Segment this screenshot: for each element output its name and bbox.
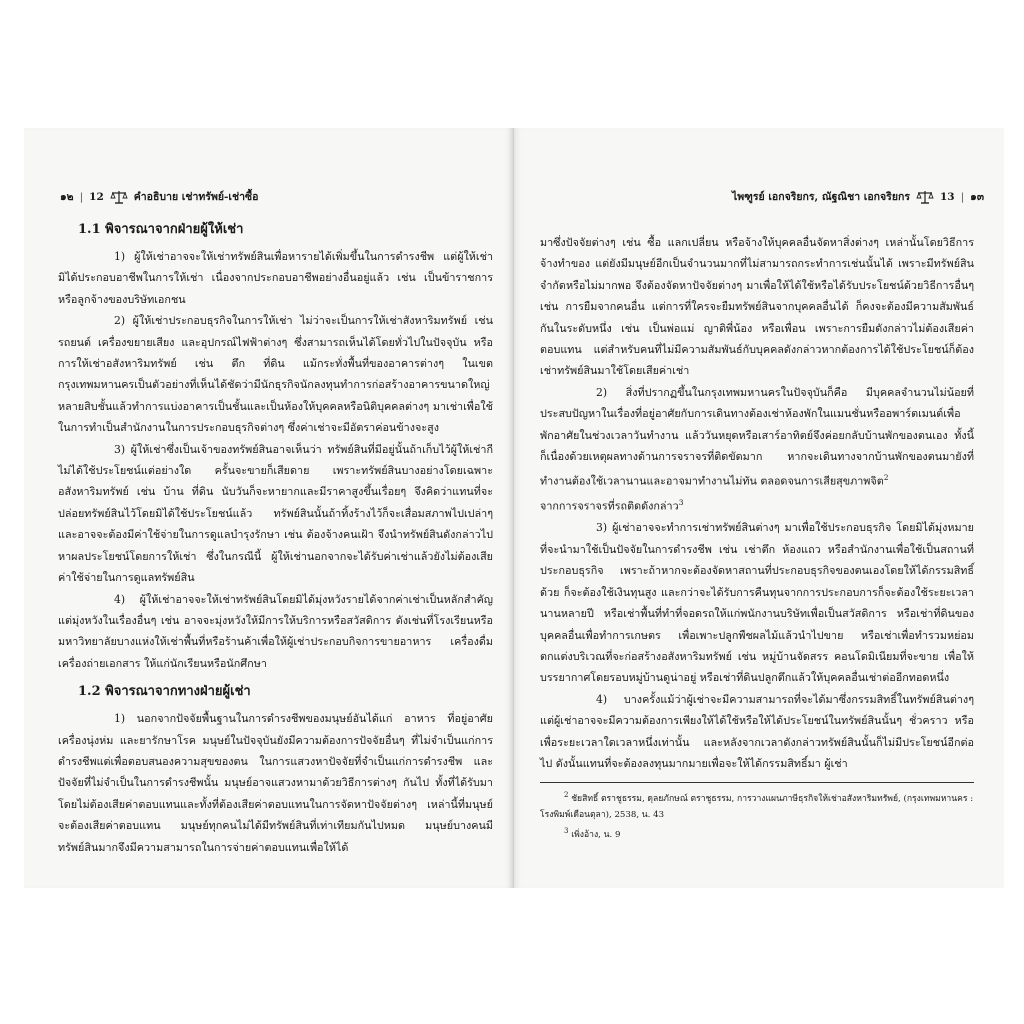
footnote-number: 2 xyxy=(564,791,569,799)
header-separator: | xyxy=(79,190,84,203)
page-number: 13 xyxy=(939,190,955,203)
footnote-mark: 2 xyxy=(883,473,889,483)
page-number-thai: ๑๒ xyxy=(60,191,74,203)
left-page-header xyxy=(60,188,258,205)
footnotes xyxy=(540,782,974,843)
header-separator: | xyxy=(960,190,965,203)
paragraph: 3) ผู้เช่าอาจจะทำการเช่าทรัพย์สินต่างๆ มาเพื่อใช้ประกอบธุรกิจ โดยมิได้มุ่งหมายที่จะนำมาใช้เป็นปัจจัยในการดำรงชีพ เช่น เช่าตึก ห้องแถว หรือสำนักงานเพื่อใช้เป็นสถานที่ประกอบธุรกิจ เพราะถ้าหากจะต้องจัดหาสถานที่ประกอบธุรกิจของตนเองโดยให้ได้กรรมสิทธิ์ด้วย ก็จะต้องใช้เงินทุนสูง และกว่าจะได้รับการคืนทุนจากการประกอบการก็จะต้องใช้ระยะเวลานานหลายปี หรือเช่าพื้นที่ทำที่จอดรถให้แก่พนักงานบริษัทเพื่อเป็นสวัสดิการ หรือเช่าที่ดินของบุคคลอื่นเพื่อทำการเกษตร เพื่อเพาะปลูกพืชผลไม้แล้วนำไปขาย หรือเช่าเพื่อทำรวมหย่อมตกแต่งบริเวณที่จะก่อสร้างอสังหาริมทรัพย์ เช่น หมู่บ้านจัดสรร คอนโดมิเนียมที่จะขาย เพื่อให้บรรยากาศโดยรอบหมู่บ้านดูน่าอยู่ หรือเช่าที่ดินปลูกตึกแล้วให้บุคคลอื่นเช่าต่ออีกทอดหนึ่ง xyxy=(540,521,974,685)
authors: ไพฑูรย์ เอกจริยกร, ณัฐณิชา เอกจริยกร xyxy=(731,191,910,203)
scales-of-justice-icon xyxy=(110,190,128,204)
right-page xyxy=(514,128,1004,888)
paragraph xyxy=(540,382,974,493)
footnote-number: 3 xyxy=(564,826,569,835)
paragraph-text: 2) สิ่งที่ปรากฏขึ้นในกรุงเทพมหานครในปัจจุบันก็คือ มีบุคคลจำนวนไม่น้อยที่ประสบปัญหาในเรื่องที่อยู่อาศัยกับการเดินทางต้องเช่าห้องพักในแมนชั่นหรืออพาร์ตเมนต์เพื่อพักอาศัยในช่วงเวลาวันทำงาน แล้ววันหยุดหรือเสาร์อาทิตย์จึงค่อยกลับบ้านพักของตนเอง ทั้งนี้ก็เนื่องด้วยเหตุผลทางด้านการจราจรที่ติดขัดมาก หากจะเดินทางจากบ้านพักของตนมายังที่ทำงานต้องใช้เวลานานและอาจมาทำงานไม่ทัน ตลอดจนการเสียสุขภาพจิต xyxy=(540,385,974,489)
footnote-text: ชัยสิทธิ์ ตราชูธรรม, ดุลยภักษณ์ ตราชูธรรม, การวางแผนภาษีธุรกิจให้เช่าอสังหาริมทรัพย์, (กรุงเทพมหานคร : โรงพิมพ์เดือนตุลา), 2538, น. 43 xyxy=(540,793,974,820)
paragraph: 3) ผู้ให้เช่าซึ่งเป็นเจ้าของทรัพย์สินอาจเห็นว่า ทรัพย์สินที่มีอยู่นั้นถ้าเก็บไว้ผู้ให้เช่ากีไม่ได้ใช้ประโยชน์แต่อย่างใด ครั้นจะขายก็เสียดาย เพราะทรัพย์สินบางอย่างโดยเฉพาะอสังหาริมทรัพย์ เช่น บ้าน ที่ดิน นับวันก็จะหายากและมีราคาสูงขึ้นเรื่อยๆ จึงคิดว่าแทนที่จะปล่อยทรัพย์สินไว้โดยมิได้ใช้ประโยชน์แล้ว ทรัพย์สินนั้นถ้าทิ้งร้างไว้ก็จะเสื่อมสภาพไปเปล่าๆ และอาจจะต้องมีค่าใช้จ่ายในการดูแลบำรุงรักษา เช่น ต้องจ้างคนเฝ้า จึงนำทรัพย์สินดังกล่าวไปหาผลประโยชน์โดยการให้เช่า ซึ่งในกรณีนี้ ผู้ให้เช่านอกจากจะได้รับค่าเช่าแล้วยังไม่ต้องเสียค่าใช้จ่ายในการดูแลทรัพย์สิน xyxy=(58,442,493,585)
paragraph: มาซึ่งปัจจัยต่างๆ เช่น ซื้อ แลกเปลี่ยน หรือจ้างให้บุคคลอื่นจัดหาสิ่งต่างๆ เหล่านั้นโดยวิธีการจ้างทำของ แต่ยังมีมนุษย์อีกเป็นจำนวนมากที่ไม่สามารถกระทำการเช่นนั้นได้ เพราะมีทรัพย์สินจำกัดหรือไม่มากพอ จึงต้องจัดหาปัจจัยต่างๆ มาเพื่อให้ได้ใช้หรือได้รับประโยชน์ด้วยวิธีการอื่นๆ เช่น การยืมจากคนอื่น แต่การที่ใครจะยืมทรัพย์สินจากบุคคลอื่นได้ ก็คงจะต้องมีความสัมพันธ์กันในระดับหนึ่ง เช่น เป็นพ่อแม่ ญาติพี่น้อง หรือเพื่อน เพราะการยืมดังกล่าวไม่ต้องเสียค่าตอบแทน แต่สำหรับคนที่ไม่มีความสัมพันธ์กับบุคคลดังกล่าวหากต้องการได้ใช้ประโยชน์ก็ต้องเช่าทรัพย์สินมาใช้โดยเสียค่าเช่า xyxy=(540,236,974,378)
page-number: 12 xyxy=(89,190,104,203)
book-title: คำอธิบาย เช่าทรัพย์-เช่าซื้อ xyxy=(133,191,259,203)
section-heading: 1.1 พิจารณาจากฝ่ายผู้ให้เช่า xyxy=(78,222,244,237)
paragraph: 4) บางครั้งแม้ว่าผู้เช่าจะมีความสามารถที่จะได้มาซึ่งกรรมสิทธิ์ในทรัพย์สินต่างๆ แต่ผู้เช่าอาจจะมีความต้องการเพียงให้ได้ใช้หรือให้ได้ประโยชน์ในทรัพย์สินนั้นๆ ชั่วคราว หรือเพื่อระยะเวลาใดเวลาหนึ่งเท่านั้น และหลังจากเวลาดังกล่าวทรัพย์สินนั้นก็ไม่มีประโยชน์อีกต่อไป ดังนั้นแทนที่จะต้องลงทุนมากมายเพื่อจะให้ได้กรรมสิทธิ์มา ผู้เช่า xyxy=(540,692,974,770)
left-page-body xyxy=(58,218,493,858)
section-heading: 1.2 พิจารณาจากทางฝ่ายผู้เช่า xyxy=(78,684,251,700)
paragraph: 1) นอกจากปัจจัยพื้นฐานในการดำรงชีพของมนุษย์อันได้แก่ อาหาร ที่อยู่อาศัย เครื่องนุ่งห่ม และยารักษาโรค มนุษย์ในปัจจุบันยังมีความต้องการปัจจัยอื่นๆ ที่ไม่จำเป็นแก่การดำรงชีพแต่เพื่อตอบสนองความสุขของตน ในการแสวงหาปัจจัยที่จำเป็นแก่การดำรงชีพ และปัจจัยที่ไม่จำเป็นในการดำรงชีพนั้น มนุษย์อาจแสวงหามาด้วยวิธีการต่างๆ กันไป ทั้งที่ได้รับมาโดยไม่ต้องเสียค่าตอบแทนและทั้งที่ต้องเสียค่าตอบแทนในการจัดหาปัจจัยต่างๆ เหล่านี้ที่มนุษย์จะต้องเสียค่าตอบแทน มนุษย์ทุกคนไม่ได้มีทรัพย์สินที่เท่าเทียมกันไปหมด มนุษย์บางคนมีทรัพย์สินมากจึงมีความสามารถในการจ่ายค่าตอบแทนเพื่อให้ได้ xyxy=(58,712,493,854)
paragraph xyxy=(540,492,974,517)
page-number-thai: ๑๓ xyxy=(970,191,984,203)
right-page-body xyxy=(540,232,974,774)
paragraph: 4) ผู้ให้เช่าอาจจะให้เช่าทรัพย์สินโดยมิได้มุ่งหวังรายได้จากค่าเช่าเป็นหลักสำคัญแต่มุ่งหวังในเรื่องอื่นๆ เช่น อาจจะมุ่งหวังให้มีการให้บริการหรือสวัสดิการ ดังเช่นที่โรงเรียนหรือมหาวิทยาลัยบางแห่งให้เช่าพื้นที่หรือร้านค้าเพื่อให้ผู้เช่าประกอบกิจการขายอาหาร เครื่องดื่ม เครื่องถ่ายเอกสาร ให้แก่นักเรียนหรือนักศึกษา xyxy=(58,592,493,670)
footnote-mark: 3 xyxy=(678,498,684,508)
left-page xyxy=(24,128,514,888)
footnote xyxy=(540,823,974,843)
footnote-text: เพิ่งอ้าง, น. 9 xyxy=(571,829,621,840)
footnote xyxy=(540,787,974,823)
paragraph-text: จากการจราจรที่รถติดดังกล่าว xyxy=(540,500,679,514)
paragraph: 2) ผู้ให้เช่าประกอบธุรกิจในการให้เช่า ไม่ว่าจะเป็นการให้เช่าสังหาริมทรัพย์ เช่น รถยนต์ เครื่องขยายเสียง และอุปกรณ์ไฟฟ้าต่างๆ ซึ่งสามารถเห็นได้โดยทั่วไปในปัจจุบัน หรือการให้เช่าอสังหาริมทรัพย์ เช่น ตึก ที่ดิน แม้กระทั่งพื้นที่ของอาคารต่างๆ ในเขตกรุงเทพมหานครเป็นตัวอย่างที่เห็นได้ชัดว่ามีนักธุรกิจนักลงทุนทำการก่อสร้างอาคารขนาดใหญ่หลายสิบชั้นแล้วทำการแบ่งอาคารเป็นชั้นและเป็นห้องให้บุคคลหรือนิติบุคคลต่างๆ มาเช่าเพื่อใช้ในการทำเป็นสำนักงานในการประกอบธุรกิจต่างๆ ซึ่งค่าเช่าจะมีอัตราค่อนข้างจะสูง xyxy=(58,314,493,435)
paragraph: 1) ผู้ให้เช่าอาจจะให้เช่าทรัพย์สินเพื่อหารายได้เพิ่มขึ้นในการดำรงชีพ แต่ผู้ให้เช่ามิได้ประกอบอาชีพในการให้เช่า เนื่องจากประกอบอาชีพอย่างอื่นอยู่แล้ว เช่น เป็นข้าราชการ หรือลูกจ้างของบริษัทเอกชน xyxy=(58,250,493,306)
right-page-header xyxy=(732,188,984,205)
scales-of-justice-icon xyxy=(916,190,934,204)
